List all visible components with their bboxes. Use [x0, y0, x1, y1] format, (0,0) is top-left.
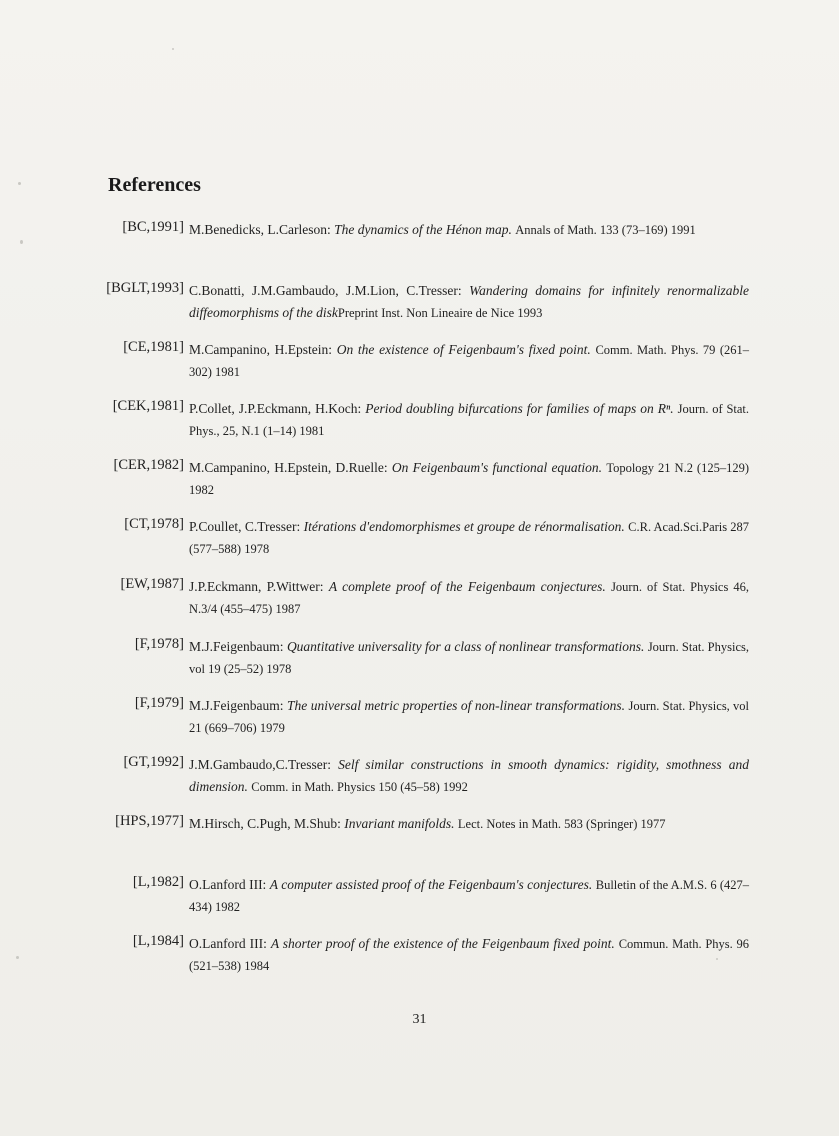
reference-key: [L,1984]	[132, 933, 184, 949]
reference-publication: Journ. Stat. Physics, vol 19 (25–52) 1978	[189, 640, 749, 676]
reference-body	[189, 933, 749, 977]
reference-publication: Comm. Math. Phys. 79 (261–302) 1981	[189, 343, 749, 379]
reference-title: On the existence of Feigenbaum's fixed point.	[336, 342, 591, 357]
reference-title: The dynamics of the Hénon map.	[334, 222, 512, 237]
reference-title: Self similar constructions in smooth dynamics: rigidity, smothness and dimension.	[189, 757, 750, 794]
reference-title: The universal metric properties of non-linear transformations.	[287, 698, 626, 713]
reference-key: [CER,1982]	[113, 457, 184, 473]
reference-body	[189, 813, 749, 835]
reference-publication: Preprint Inst. Non Lineaire de Nice 1993	[337, 306, 543, 320]
reference-key: [F,1979]	[134, 695, 184, 711]
reference-key: [BGLT,1993]	[106, 280, 184, 296]
reference-body	[189, 576, 749, 620]
reference-title: Wandering domains for infinitely renormalizable diffeomorphisms of the disk	[189, 283, 750, 320]
reference-publication: Journ. of Stat. Physics 46, N.3/4 (455–475) 1987	[189, 580, 750, 616]
reference-key: [CEK,1981]	[112, 398, 184, 414]
reference-authors: C.Bonatti, J.M.Gambaudo, J.M.Lion, C.Tresser:	[189, 283, 462, 298]
reference-key: [CT,1978]	[124, 516, 184, 532]
references-heading: References	[108, 174, 201, 196]
reference-authors: M.J.Feigenbaum:	[189, 698, 284, 713]
reference-authors: J.P.Eckmann, P.Wittwer:	[189, 579, 324, 594]
reference-publication: Lect. Notes in Math. 583 (Springer) 1977	[457, 817, 666, 831]
scan-speck	[18, 182, 21, 185]
reference-title: A computer assisted proof of the Feigenbaum's conjectures.	[269, 877, 593, 892]
reference-publication: Bulletin of the A.M.S. 6 (427–434) 1982	[189, 878, 749, 914]
reference-body	[189, 516, 749, 560]
reference-key: [BC,1991]	[122, 219, 184, 235]
reference-authors: J.M.Gambaudo,C.Tresser:	[189, 757, 332, 772]
reference-title: Period doubling bifurcations for families of maps on Rⁿ.	[365, 401, 674, 416]
reference-authors: P.Coullet, C.Tresser:	[189, 519, 301, 534]
reference-body	[189, 339, 749, 383]
reference-key: [CE,1981]	[123, 339, 184, 355]
reference-body	[189, 874, 749, 918]
reference-body	[189, 457, 749, 501]
reference-authors: M.J.Feigenbaum:	[189, 639, 284, 654]
reference-body	[189, 754, 749, 798]
reference-title: A shorter proof of the existence of the Feigenbaum fixed point.	[270, 936, 615, 951]
reference-publication: C.R. Acad.Sci.Paris 287 (577–588) 1978	[189, 520, 749, 556]
reference-authors: P.Collet, J.P.Eckmann, H.Koch:	[189, 401, 362, 416]
reference-key: [GT,1992]	[123, 754, 184, 770]
scan-speck	[20, 240, 23, 244]
reference-publication: Journ. Stat. Physics, vol 21 (669–706) 1979	[189, 699, 750, 735]
reference-key: [HPS,1977]	[115, 813, 184, 829]
reference-publication: Comm. in Math. Physics 150 (45–58) 1992	[251, 780, 468, 794]
reference-publication: Annals of Math. 133 (73–169) 1991	[515, 223, 696, 237]
reference-publication: Journ. of Stat. Phys., 25, N.1 (1–14) 1981	[189, 402, 750, 438]
reference-key: [EW,1987]	[120, 576, 184, 592]
reference-body	[189, 398, 749, 442]
reference-authors: M.Campanino, H.Epstein, D.Ruelle:	[189, 460, 388, 475]
reference-body	[189, 695, 749, 739]
reference-body	[189, 280, 749, 324]
reference-authors: O.Lanford III:	[189, 936, 267, 951]
reference-authors: M.Hirsch, C.Pugh, M.Shub:	[189, 816, 341, 831]
reference-title: On Feigenbaum's functional equation.	[391, 460, 603, 475]
reference-authors: M.Campanino, H.Epstein:	[189, 342, 333, 357]
reference-title: Quantitative universality for a class of nonlinear transformations.	[286, 639, 645, 654]
page-number: 31	[412, 1012, 427, 1027]
scan-speck	[16, 956, 19, 959]
reference-title: A complete proof of the Feigenbaum conjectures.	[328, 579, 606, 594]
reference-authors: O.Lanford III:	[189, 877, 267, 892]
reference-body	[189, 219, 749, 241]
reference-title: Itérations d'endomorphismes et groupe de rénormalisation.	[303, 519, 625, 534]
reference-body	[189, 636, 749, 680]
scan-speck	[716, 958, 718, 960]
reference-publication: Topology 21 N.2 (125–129) 1982	[189, 461, 750, 497]
reference-key: [F,1978]	[134, 636, 184, 652]
reference-key: [L,1982]	[132, 874, 184, 890]
reference-publication: Commun. Math. Phys. 96 (521–538) 1984	[189, 937, 749, 973]
reference-title: Invariant manifolds.	[344, 816, 455, 831]
reference-authors: M.Benedicks, L.Carleson:	[189, 222, 331, 237]
scan-speck	[172, 48, 174, 50]
